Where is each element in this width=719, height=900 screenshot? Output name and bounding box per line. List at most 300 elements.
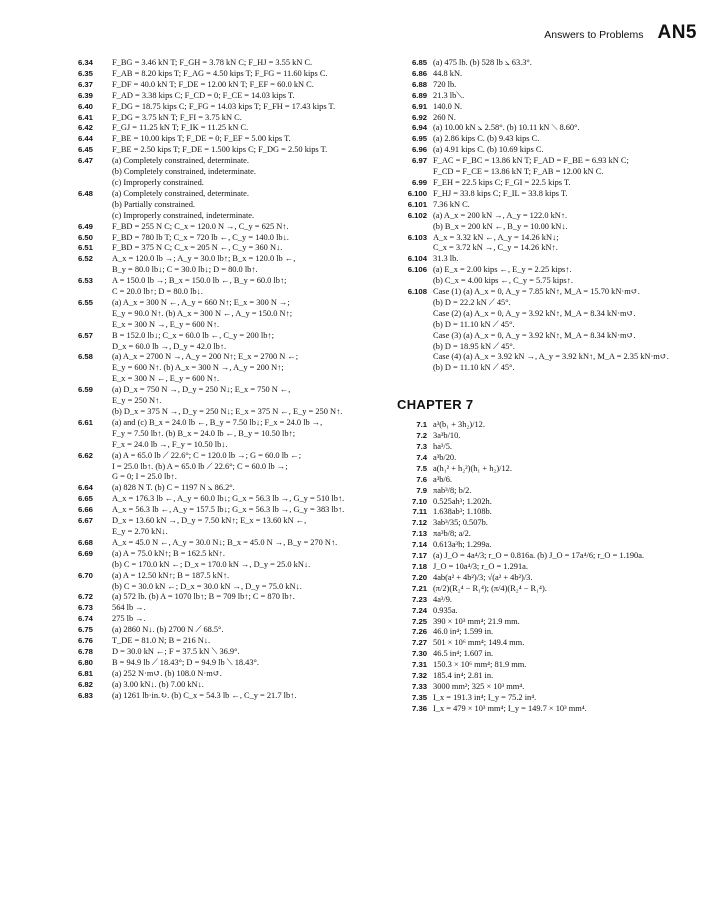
problem-number: 7.11 (412, 507, 427, 517)
answer-entry (397, 464, 707, 475)
answer-line: Case (3) (a) A_x = 0, A_y = 3.92 kN↑, M_A = 8.34 kN·m↺. (433, 330, 636, 340)
answer-line: πab³/8; b/2. (433, 485, 472, 495)
problem-number: 6.75 (78, 625, 93, 635)
answer-line: 1.638ab³; 1.108b. (433, 507, 492, 517)
answer-line: Case (1) (a) A_x = 0, A_y = 7.85 kN↑, M_A = 15.70 kN·m↺. (433, 287, 640, 297)
answer-line: E_y = 90.0 N↑. (b) A_x = 300 N ←, A_y = 150.0 N↑; (112, 308, 293, 318)
problem-number: 6.52 (78, 254, 93, 264)
answer-entry (397, 453, 707, 464)
answer-text (433, 69, 707, 80)
answer-line: I_x = 191.3 in⁴; I_y = 75.2 in⁴. (433, 692, 537, 702)
problem-number: 7.36 (412, 703, 427, 713)
problem-number: 6.76 (78, 636, 93, 646)
answer-line: J_O = 10a⁴/3; r_O = 1.291a. (433, 561, 528, 571)
answer-entry (78, 647, 378, 658)
answer-entry (397, 584, 707, 595)
answer-line: E_y = 2.70 kN↓. (112, 526, 168, 536)
problem-number: 6.35 (78, 68, 93, 78)
answer-text (112, 385, 378, 418)
answer-entry (397, 606, 707, 617)
answer-entry (78, 80, 378, 91)
answer-entry (397, 693, 707, 704)
answer-entry (78, 123, 378, 134)
answer-line: (b) D = 11.10 kN ⟋ 45°. (433, 363, 515, 373)
answer-text (112, 113, 378, 124)
answer-text (112, 134, 378, 145)
answer-line: C_x = 3.72 kN →, C_y = 14.26 kN↑. (433, 243, 558, 253)
problem-number: 6.99 (412, 177, 427, 187)
answer-text (433, 287, 707, 374)
answer-line: (b) Partially constrained. (112, 199, 196, 209)
answer-line: F_BG = 3.46 kN T; F_GH = 3.78 kN C; F_HJ = 3.55 kN C. (112, 58, 313, 67)
answer-line: 720 lb. (433, 79, 457, 89)
problem-number: 7.1 (416, 420, 427, 430)
problem-number: 7.24 (412, 605, 427, 615)
problem-number: 6.37 (78, 79, 93, 89)
problem-number: 6.68 (78, 537, 93, 547)
answer-text (433, 562, 707, 573)
answer-entry (397, 156, 707, 178)
answer-text (112, 156, 378, 189)
problem-number: 6.92 (412, 112, 427, 122)
answer-line: F_HJ = 33.8 kips C; F_IL = 33.8 kips T. (433, 188, 568, 198)
answer-line: 7.36 kN C. (433, 199, 470, 209)
problem-number: 6.81 (78, 668, 93, 678)
answer-text (433, 91, 707, 102)
answer-entry (78, 102, 378, 113)
problem-number: 6.59 (78, 385, 93, 395)
problem-number: 6.34 (78, 58, 93, 67)
answer-text (112, 691, 378, 702)
problem-number: 7.35 (412, 692, 427, 702)
answer-text (112, 451, 378, 484)
answer-entry (78, 156, 378, 189)
answer-entry (397, 573, 707, 584)
page-number: AN5 (657, 22, 697, 43)
problem-number: 6.53 (78, 276, 93, 286)
problem-number: 7.26 (412, 627, 427, 637)
problem-number: 6.91 (412, 101, 427, 111)
answer-line: A_x = 56.3 lb ←, A_y = 157.5 lb↓; G_x = 56.3 lb →, G_y = 383 lb↑. (112, 505, 345, 515)
problem-number: 6.42 (78, 123, 93, 133)
answer-entry (397, 91, 707, 102)
answer-text (433, 254, 707, 265)
answer-line: A_x = 45.0 N ←, A_y = 30.0 N↓; B_x = 45.0 N →, B_y = 270 N↑. (112, 537, 338, 547)
problem-number: 6.50 (78, 232, 93, 242)
answer-line: 185.4 in⁴; 2.81 in. (433, 671, 494, 681)
problem-number: 7.13 (412, 529, 427, 539)
answer-line: (b) D = 18.95 kN ⟋ 45°. (433, 341, 515, 351)
problem-number: 7.12 (412, 518, 427, 528)
answer-line: (a) 252 N·m↺. (b) 108.0 N·m↺. (112, 668, 222, 678)
answer-line: 31.3 lb. (433, 254, 459, 264)
answer-line: 4a³/9. (433, 594, 453, 604)
answer-line: D = 30.0 kN ←; F = 37.5 kN ⟍ 36.9°. (112, 646, 240, 656)
chapter-heading: CHAPTER 7 (397, 397, 474, 413)
answer-line: F_AB = 8.20 kips T; F_AG = 4.50 kips T; F_FG = 11.60 kips C. (112, 68, 328, 78)
answer-text (433, 453, 707, 464)
answer-text (112, 254, 378, 276)
answer-text (112, 516, 378, 538)
answer-text (112, 494, 378, 505)
answer-line: 0.935a. (433, 605, 458, 615)
page-header (544, 22, 697, 52)
answer-text (112, 680, 378, 691)
problem-number: 7.14 (412, 540, 427, 550)
answer-entry (397, 145, 707, 156)
problem-number: 7.3 (416, 442, 427, 451)
answer-line: (b) B_x = 200 kN ←, B_y = 10.00 kN↓. (433, 221, 568, 231)
problem-number: 6.62 (78, 450, 93, 460)
answer-line: 3000 mm²; 325 × 10³ mm⁴. (433, 681, 525, 691)
problem-number: 6.45 (78, 145, 93, 155)
answer-line: F_CD = F_CE = 13.86 kN T; F_AB = 12.00 kN C. (433, 167, 604, 177)
answer-line: 21.3 lb⟍. (433, 90, 465, 100)
problem-number: 6.64 (78, 483, 93, 493)
chapter-6-answers-continued (397, 58, 707, 374)
answer-line: F_BE = 2.50 kips T; F_DE = 1.500 kips C; F_DG = 2.50 kips T. (112, 145, 328, 155)
answer-line: (a) A_x = 300 N ←, A_y = 660 N↑; E_x = 300 N →; (112, 297, 290, 307)
answer-entry (397, 102, 707, 113)
answer-entry (397, 420, 707, 431)
answer-entry (397, 134, 707, 145)
answer-line: F_BD = 375 N C; C_x = 205 N ←, C_y = 360 N↓. (112, 243, 283, 253)
answer-line: (a) Completely constrained, determinate. (112, 188, 249, 198)
answer-line: (a) J_O = 4a⁴/3; r_O = 0.816a. (b) J_O = 17a⁴/6; r_O = 1.190a. (433, 551, 645, 561)
answer-text (112, 123, 378, 134)
answer-line: (a) 10.00 kN ⦣ 2.58°. (b) 10.11 kN ⟍ 8.60°. (433, 123, 580, 133)
problem-number: 6.74 (78, 614, 93, 624)
answer-line: (a) 1261 lb·in.↻. (b) C_x = 54.3 lb ←, C_y = 21.7 lb↑. (112, 690, 297, 700)
answer-line: A_x = 3.32 kN ←, A_y = 14.26 kN↓; (433, 232, 559, 242)
answer-text (433, 211, 707, 233)
answer-entry (78, 298, 378, 331)
answer-entry (397, 113, 707, 124)
answer-line: 564 lb →. (112, 603, 146, 613)
answer-text (112, 538, 378, 549)
answer-text (433, 649, 707, 660)
answer-line: E_x = 300 N →, E_y = 600 N↑. (112, 319, 220, 329)
answer-entry (78, 691, 378, 702)
answer-text (433, 617, 707, 628)
answer-line: a³b/6. (433, 474, 453, 484)
problem-number: 6.102 (407, 210, 427, 220)
problem-number: 7.30 (412, 649, 427, 659)
answer-entry (397, 254, 707, 265)
answer-text (433, 58, 707, 69)
answer-line: a(h₁² + h₂²)(h₁ + h₂)/12. (433, 463, 512, 473)
answer-line: F_x = 24.0 lb →, F_y = 10.50 lb↓. (112, 439, 228, 449)
answer-text (112, 276, 378, 298)
answer-text (433, 551, 707, 562)
answer-line: E_y = 600 N↑. (b) A_x = 300 N →, A_y = 200 N↑; (112, 363, 284, 373)
answer-line: ha³/5. (433, 442, 453, 451)
problem-number: 7.2 (416, 431, 427, 441)
right-answer-column (397, 58, 707, 715)
answer-line: I_x = 479 × 10³ mm⁴; I_y = 149.7 × 10³ mm⁴. (433, 703, 587, 713)
answer-text (433, 178, 707, 189)
problem-number: 7.9 (416, 485, 427, 495)
answer-line: (b) C = 30.0 kN ←; D_x = 30.0 kN →, D_y = 75.0 kN↓. (112, 581, 302, 591)
answer-line: (b) Completely constrained, indeterminate. (112, 167, 256, 177)
answer-text (112, 243, 378, 254)
answer-entry (78, 505, 378, 516)
problem-number: 6.58 (78, 352, 93, 362)
answer-entry (397, 595, 707, 606)
answer-text (433, 693, 707, 704)
answer-text (433, 80, 707, 91)
answer-text (433, 529, 707, 540)
answer-text (433, 595, 707, 606)
answer-line: (a) 572 lb. (b) A = 1070 lb↑; B = 709 lb↑; C = 870 lb↑. (112, 592, 295, 602)
answer-text (433, 123, 707, 134)
answer-line: (a) 2860 N↓. (b) 2700 N ⟋ 68.5°. (112, 625, 224, 635)
answer-entry (78, 222, 378, 233)
answer-text (112, 571, 378, 593)
answer-text (433, 420, 707, 431)
answer-entry (397, 627, 707, 638)
problem-number: 6.108 (407, 287, 427, 297)
answer-text (433, 518, 707, 529)
answer-entry (397, 475, 707, 486)
answer-line: (a) 828 N T. (b) C = 1197 N ⦣ 86.2°. (112, 483, 235, 493)
answer-line: G = 0; I = 25.0 lb↑. (112, 472, 177, 482)
answer-entry (397, 540, 707, 551)
answer-text (112, 647, 378, 658)
answer-entry (397, 529, 707, 540)
answer-entry (397, 200, 707, 211)
problem-number: 6.72 (78, 592, 93, 602)
problem-number: 6.88 (412, 79, 427, 89)
answer-entry (78, 134, 378, 145)
problem-number: 7.31 (412, 660, 427, 670)
answer-line: 275 lb →. (112, 614, 146, 624)
answer-text (433, 638, 707, 649)
answer-entry (397, 562, 707, 573)
answer-entry (78, 451, 378, 484)
answer-line: (b) C = 170.0 kN ←; D_x = 170.0 kN →, D_y = 25.0 kN↓. (112, 559, 311, 569)
problem-number: 7.4 (416, 452, 427, 462)
problem-number: 7.32 (412, 671, 427, 681)
answer-line: (π/2)(R₂⁴ − R₁⁴); (π/4)(R₂⁴ − R₁⁴). (433, 583, 547, 593)
answer-text (112, 603, 378, 614)
problem-number: 7.18 (412, 561, 427, 571)
answer-line: 3a³b/10. (433, 431, 461, 441)
answer-line: (b) C_x = 4.00 kips ←, C_y = 5.75 kips↑. (433, 276, 573, 286)
answer-text (112, 352, 378, 385)
answer-line: F_BD = 780 lb T; C_x = 720 lb ←, C_y = 140.0 lb↓. (112, 232, 289, 242)
answer-entry (78, 669, 378, 680)
answer-entry (397, 704, 707, 715)
problem-number: 6.48 (78, 188, 93, 198)
answer-line: F_EH = 22.5 kips C; F_GI = 22.5 kips T. (433, 177, 571, 187)
problem-number: 6.89 (412, 90, 427, 100)
answer-entry (78, 592, 378, 603)
answer-entry (78, 625, 378, 636)
problem-number: 6.95 (412, 134, 427, 144)
answer-line: F_DF = 40.0 kN T; F_DE = 12.00 kN T; F_EF = 60.0 kN C. (112, 79, 314, 89)
answer-line: (c) Improperly constrained, indeterminate. (112, 210, 255, 220)
answer-text (112, 91, 378, 102)
answer-text (112, 80, 378, 91)
answer-entry (397, 486, 707, 497)
problem-number: 6.94 (412, 123, 427, 133)
answer-text (433, 145, 707, 156)
problem-number: 6.51 (78, 243, 93, 253)
problem-number: 6.104 (407, 254, 427, 264)
answer-entry (397, 58, 707, 69)
answer-text (433, 189, 707, 200)
answer-line: 0.525ah³; 1.202h. (433, 496, 492, 506)
answer-text (112, 614, 378, 625)
answer-text (112, 592, 378, 603)
answer-entry (78, 549, 378, 571)
answer-text (433, 627, 707, 638)
answer-line: F_AD = 3.38 kips C; F_CD = 0; F_CE = 14.03 kips T. (112, 90, 295, 100)
answer-entry (78, 418, 378, 451)
answer-entry (397, 233, 707, 255)
answer-text (112, 145, 378, 156)
answer-entry (397, 518, 707, 529)
answer-entry (397, 649, 707, 660)
answer-line: πa³b/8; a/2. (433, 529, 471, 539)
problem-number: 6.39 (78, 90, 93, 100)
problem-number: 6.44 (78, 134, 93, 144)
answer-text (433, 134, 707, 145)
answer-entry (78, 603, 378, 614)
answer-line: Case (2) (a) A_x = 0, A_y = 3.92 kN↑, M_A = 8.34 kN·m↺. (433, 308, 636, 318)
answer-entry (397, 497, 707, 508)
problem-number: 6.96 (412, 145, 427, 155)
answer-line: (a) A = 75.0 kN↑; B = 162.5 kN↑. (112, 548, 225, 558)
answer-entry (397, 80, 707, 91)
answer-entry (397, 123, 707, 134)
answer-entry (78, 69, 378, 80)
answer-entry (78, 233, 378, 244)
answer-line: (a) A_x = 2700 N →, A_y = 200 N↑; E_x = 2700 N ←; (112, 352, 299, 362)
answer-line: I = 25.0 lb↑. (b) A = 65.0 lb ⟋ 22.6°; C = 60.0 lb →; (112, 461, 288, 471)
answer-entry (78, 571, 378, 593)
answer-line: (a) D_x = 750 N →, D_y = 250 N↓; E_x = 750 N ←, (112, 385, 291, 395)
problem-number: 7.20 (412, 572, 427, 582)
problem-number: 6.85 (412, 58, 427, 67)
answer-entry (78, 636, 378, 647)
answer-line: F_DG = 3.75 kN T; F_FI = 3.75 kN C. (112, 112, 242, 122)
answer-entry (78, 483, 378, 494)
answer-line: F_BE = 10.00 kips T; F_DE = 0; F_EF = 5.00 kips T. (112, 134, 291, 144)
answer-text (433, 431, 707, 442)
answer-text (433, 606, 707, 617)
answer-line: E_x = 300 N ←, E_y = 600 N↑. (112, 374, 220, 384)
problem-number: 7.6 (416, 474, 427, 484)
answer-text (112, 331, 378, 353)
problem-number: 6.49 (78, 221, 93, 231)
answer-text (433, 475, 707, 486)
answer-text (112, 483, 378, 494)
problem-number: 7.21 (412, 583, 427, 593)
answer-text (433, 442, 707, 453)
answer-text (433, 497, 707, 508)
answer-text (433, 200, 707, 211)
problem-number: 6.65 (78, 494, 93, 504)
answer-entry (78, 494, 378, 505)
answer-text (112, 58, 378, 69)
answer-entry (78, 614, 378, 625)
answer-entry (78, 58, 378, 69)
answer-text (433, 584, 707, 595)
answer-line: 46.5 in⁴; 1.607 in. (433, 649, 494, 659)
answer-line: 390 × 10³ mm⁴; 21.9 mm. (433, 616, 520, 626)
answer-line: (a) and (c) B_x = 24.0 lb ←, B_y = 7.50 lb↓; F_x = 24.0 lb →, (112, 417, 323, 427)
answer-entry (78, 658, 378, 669)
answer-line: a³(b₁ + 3h₂)/12. (433, 420, 485, 430)
problem-number: 6.57 (78, 330, 93, 340)
answer-entry (397, 617, 707, 628)
answer-line: F_y = 7.50 lb↑. (b) B_x = 24.0 lb ←, B_y = 10.50 lb↑; (112, 428, 296, 438)
answer-entry (397, 211, 707, 233)
answer-text (433, 507, 707, 518)
answer-line: D_x = 13.60 kN →, D_y = 7.50 kN↑; E_x = 13.60 kN ←, (112, 516, 307, 526)
answer-line: a³b/20. (433, 452, 457, 462)
chapter-7-answers (397, 420, 707, 714)
answer-entry (397, 287, 707, 374)
answer-entry (78, 516, 378, 538)
answer-entry (78, 243, 378, 254)
answer-line: (b) D = 22.2 kN ⟋ 45°. (433, 297, 511, 307)
answer-text (433, 464, 707, 475)
answer-line: (a) 475 lb. (b) 528 lb ⦣ 63.3°. (433, 58, 532, 67)
answer-entry (397, 189, 707, 200)
answer-text (433, 486, 707, 497)
answer-text (112, 658, 378, 669)
answer-entry (397, 682, 707, 693)
answer-text (433, 102, 707, 113)
problem-number: 6.101 (407, 199, 427, 209)
answer-line: E_y = 250 N↑. (112, 396, 162, 406)
answer-entry (78, 189, 378, 222)
answer-text (433, 156, 707, 178)
answer-line: A_x = 120.0 lb →; A_y = 30.0 lb↑; B_x = 120.0 lb ←, (112, 254, 296, 264)
problem-number: 6.103 (407, 232, 427, 242)
answer-entry (397, 442, 707, 453)
answer-entry (78, 254, 378, 276)
answer-line: (a) 2.86 kips C. (b) 9.43 kips C. (433, 134, 540, 144)
answer-line: Case (4) (a) A_x = 3.92 kN →, A_y = 3.92 kN↑, M_A = 2.35 kN·m↺. (433, 352, 669, 362)
problem-number: 6.47 (78, 156, 93, 166)
answer-text (112, 222, 378, 233)
problem-number: 6.73 (78, 603, 93, 613)
problem-number: 6.69 (78, 548, 93, 558)
answer-text (112, 625, 378, 636)
problem-number: 7.23 (412, 594, 427, 604)
answer-line: (a) A = 65.0 lb ⟋ 22.6°; C = 120.0 lb →; G = 60.0 lb ←; (112, 450, 302, 460)
answer-line: (a) 4.91 kips C. (b) 10.69 kips C. (433, 145, 544, 155)
answer-text (112, 669, 378, 680)
answer-entry (78, 145, 378, 156)
answer-entry (397, 69, 707, 80)
answer-text (112, 233, 378, 244)
answer-entry (397, 178, 707, 189)
answer-line: (a) A_x = 200 kN →, A_y = 122.0 kN↑. (433, 210, 568, 220)
answer-line: D_x = 60.0 lb →, D_y = 42.0 lb↑. (112, 341, 227, 351)
answer-line: F_GJ = 11.25 kN T; F_IK = 11.25 kN C. (112, 123, 249, 133)
answer-text (433, 265, 707, 287)
answer-text (112, 418, 378, 451)
answer-entry (397, 551, 707, 562)
answer-line: 140.0 N. (433, 101, 463, 111)
answer-line: A = 150.0 lb →; B_x = 150.0 lb ←, B_y = 60.0 lb↑; (112, 276, 287, 286)
answer-line: B_y = 80.0 lb↓; C = 30.0 lb↓; D = 80.0 lb↑. (112, 265, 258, 275)
